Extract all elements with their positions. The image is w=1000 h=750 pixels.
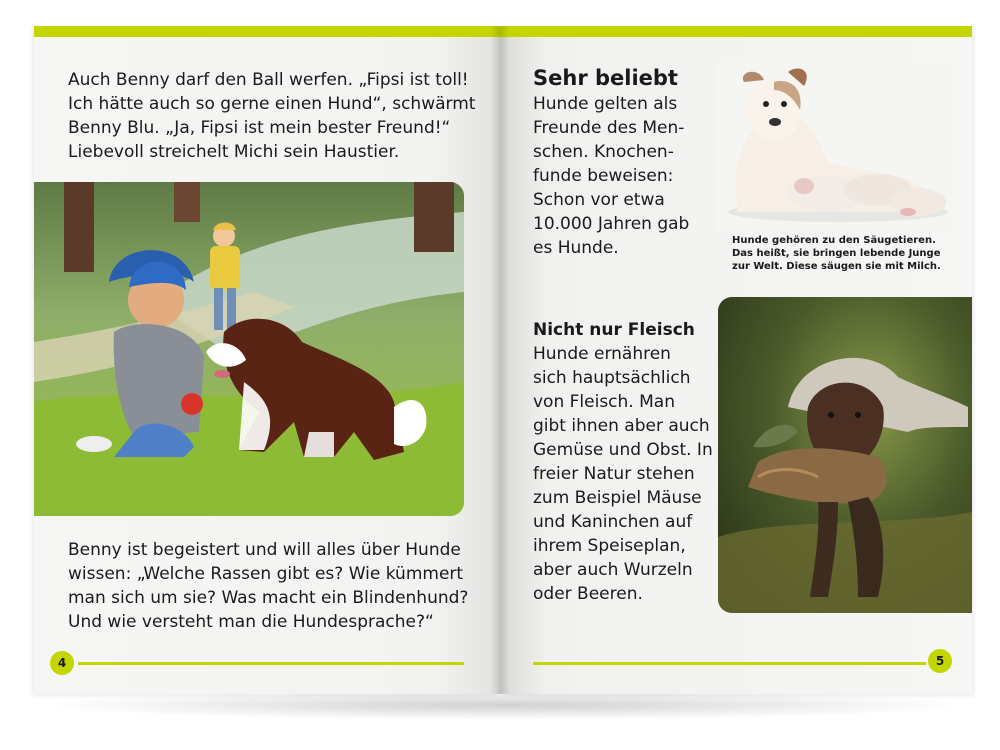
puppies-drawing (718, 62, 958, 232)
text-line: gibt ihnen aber auch (533, 416, 710, 436)
text-line: Benny ist begeistert und will alles über Hunde (68, 540, 461, 560)
book-spine (490, 26, 510, 694)
text-line: und Kaninchen auf (533, 512, 693, 532)
left-page (34, 26, 500, 694)
section-heading-nicht-nur-fleisch: Nicht nur Fleisch (533, 320, 695, 340)
text-line: funde beweisen: (533, 166, 674, 186)
hunting-dog-drawing (718, 297, 972, 613)
text-line: zum Beispiel Mäuse (533, 488, 702, 508)
text-line: freier Natur stehen (533, 464, 695, 484)
left-bottom-line (78, 662, 464, 665)
hunting-dog-photo (718, 297, 972, 613)
text-line: 10.000 Jahren gab (533, 214, 690, 234)
text-line: Und wie versteht man die Hundesprache?“ (68, 612, 434, 632)
right-page (500, 26, 972, 694)
puppies-photo (718, 62, 958, 232)
text-line: Auch Benny darf den Ball werfen. „Fipsi ist toll! (68, 70, 469, 90)
left-top-paragraph (68, 68, 488, 164)
right-bottom-line (533, 662, 926, 665)
puppies-caption (732, 234, 968, 273)
text-line: aber auch Wurzeln (533, 560, 693, 580)
text-line: von Fleisch. Man (533, 392, 675, 412)
section1-paragraph (533, 92, 733, 260)
text-line: es Hunde. (533, 238, 619, 258)
text-line: Hunde ernähren (533, 344, 671, 364)
text-line: Freunde des Men- (533, 118, 685, 138)
text-line: sich hauptsächlich (533, 368, 691, 388)
section2-paragraph (533, 342, 718, 606)
text-line: wissen: „Welche Rassen gibt es? Wie kümmert (68, 564, 464, 584)
text-line: Schon vor etwa (533, 190, 665, 210)
text-line: ihrem Speiseplan, (533, 536, 686, 556)
benny-and-dog-illustration (34, 182, 464, 516)
text-line: Gemüse und Obst. In (533, 440, 713, 460)
text-line: oder Beeren. (533, 584, 643, 604)
caption-line: zur Welt. Diese säugen sie mit Milch. (732, 261, 941, 272)
page-number-left: 4 (50, 651, 74, 675)
section-heading-sehr-beliebt: Sehr beliebt (533, 66, 678, 90)
text-line: Benny Blu. „Ja, Fipsi ist mein bester Freund!“ (68, 118, 451, 138)
text-line: man sich um sie? Was macht ein Blindenhund? (68, 588, 469, 608)
left-bottom-paragraph (68, 538, 488, 634)
illustration-drawing (34, 182, 464, 516)
page-number-right: 5 (928, 649, 952, 673)
caption-line: Das heißt, sie bringen lebende Junge (732, 248, 941, 259)
right-top-bar (500, 26, 972, 37)
text-line: Hunde gelten als (533, 94, 678, 114)
caption-line: Hunde gehören zu den Säugetieren. (732, 235, 936, 246)
book-shadow (40, 690, 970, 720)
text-line: schen. Knochen- (533, 142, 674, 162)
left-top-bar (34, 26, 500, 37)
text-line: Ich hätte auch so gerne einen Hund“, schwärmt (68, 94, 476, 114)
text-line: Liebevoll streichelt Michi sein Haustier. (68, 142, 400, 162)
